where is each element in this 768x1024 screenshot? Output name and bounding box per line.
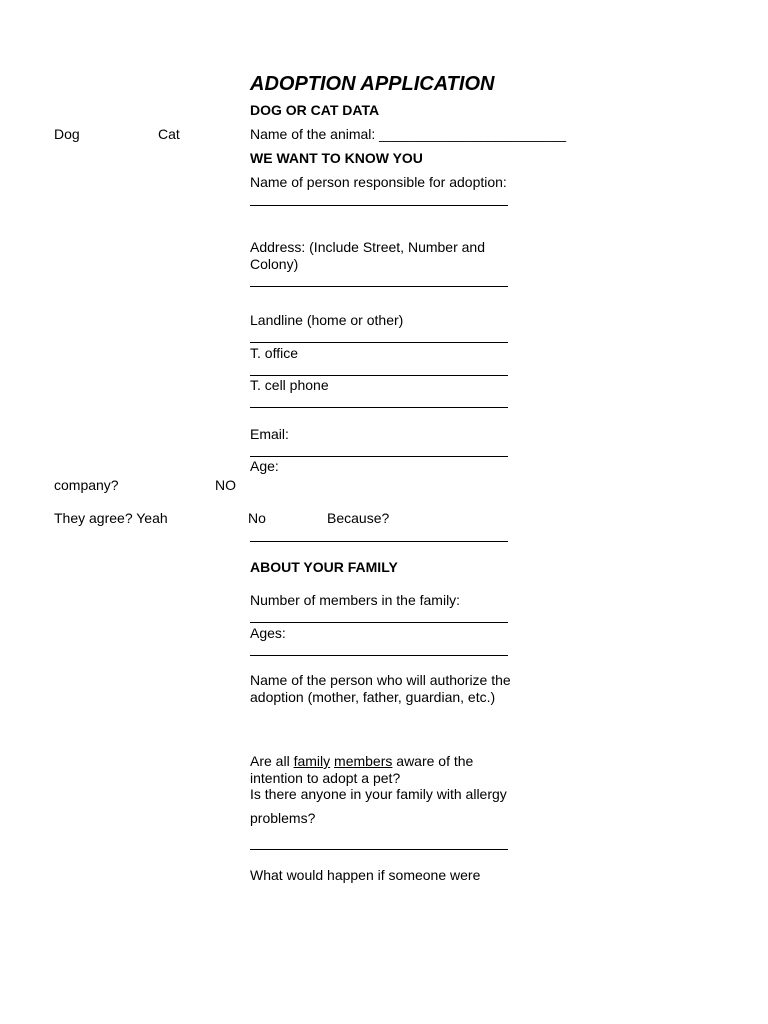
ages-line — [250, 655, 508, 656]
company-question-fragment: company? — [54, 477, 119, 493]
aware-prefix: Are all — [250, 753, 294, 769]
email-label: Email: — [250, 426, 289, 442]
aware-question-line2: intention to adopt a pet? — [250, 770, 401, 786]
aware-word-family: family — [293, 753, 331, 769]
office-phone-line — [250, 375, 508, 376]
family-members-label: Number of members in the family: — [250, 592, 461, 608]
family-members-line — [250, 622, 508, 623]
aware-suffix: aware of the — [392, 753, 474, 769]
section-heading-family: ABOUT YOUR FAMILY — [250, 559, 398, 575]
cell-phone-line — [250, 407, 508, 408]
responsible-person-label: Name of person responsible for adoption: — [250, 174, 507, 190]
ages-label: Ages: — [250, 625, 286, 641]
responsible-person-line — [250, 205, 508, 206]
age-label: Age: — [250, 458, 279, 474]
address-line — [250, 286, 508, 287]
option-dog: Dog — [54, 126, 80, 142]
authorize-label-line1: Name of the person who will authorize the — [250, 672, 511, 688]
authorize-label-line2: adoption (mother, father, guardian, etc.) — [250, 689, 496, 705]
email-line — [250, 456, 508, 457]
aware-word-members: members — [334, 753, 393, 769]
section-heading-pet-data: DOG OR CAT DATA — [250, 102, 380, 118]
option-cat: Cat — [158, 126, 180, 142]
aware-question-line1 — [250, 753, 473, 770]
allergy-question-line2: problems? — [250, 810, 316, 826]
office-phone-label: T. office — [250, 345, 298, 361]
allergy-question-line1: Is there anyone in your family with allergy — [250, 786, 507, 802]
landline-line — [250, 342, 508, 343]
agree-option-no: No — [248, 510, 266, 526]
because-label: Because? — [327, 510, 390, 526]
address-label-line2: Colony) — [250, 256, 299, 272]
section-heading-know-you: WE WANT TO KNOW YOU — [250, 150, 423, 166]
cell-phone-label: T. cell phone — [250, 377, 329, 393]
page-title: ADOPTION APPLICATION — [250, 73, 495, 95]
agree-question: They agree? Yeah — [54, 510, 168, 526]
address-label-line1: Address: (Include Street, Number and — [250, 239, 486, 255]
company-option-no: NO — [215, 477, 236, 493]
landline-label: Landline (home or other) — [250, 312, 404, 328]
what-would-happen-label: What would happen if someone were — [250, 867, 481, 883]
because-line — [250, 541, 508, 542]
allergy-line — [250, 849, 508, 850]
animal-name-field-label: Name of the animal: ________________________ — [250, 126, 567, 142]
